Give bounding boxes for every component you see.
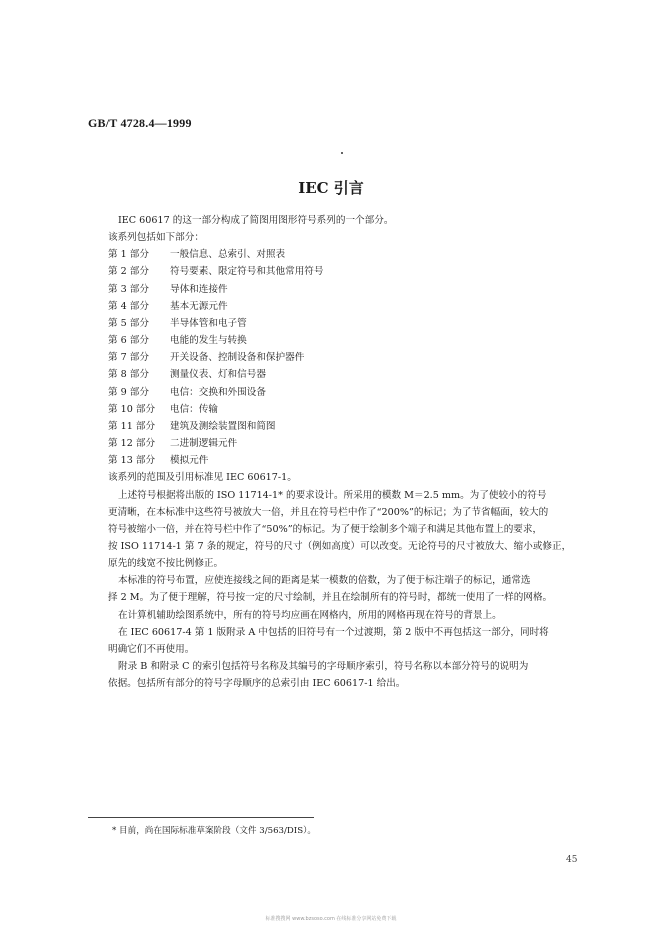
intro-line: 该系列包括如下部分： [108, 232, 204, 244]
layout-paragraph-line: 本标准的符号布置，应使连接线之间的距离是某一模数的倍数，为了便于标注端子的标记，通常选 [118, 575, 531, 587]
watermark: 标准搜搜网 www.bzsoso.com 在线标准分享网站免费下载 [265, 916, 397, 922]
iso-paragraph-line: 按 ISO 11714-1 第 7 条的规定，符号的尺寸（例如高度）可以改变。无论符号的尺寸被放大、缩小或修正， [108, 540, 572, 552]
footnote: * 目前，尚在国际标准草案阶段（文件 3/563/DIS）。 [112, 826, 316, 836]
scope-line: 该系列的范围及引用标准见 IEC 60617-1。 [108, 472, 297, 484]
iso-paragraph-line: 更清晰，在本标准中这些符号被放大一倍，并且在符号栏中作了“200%”的标记；为了节省幅面，较大的 [108, 506, 549, 518]
intro-line: IEC 60617 的这一部分构成了简图用图形符号系列的一个部分。 [118, 215, 394, 226]
footnote-divider [88, 817, 314, 818]
part-item: 第 5 部分 半导体管和电子管 [108, 317, 247, 329]
part-item: 第 1 部分 一般信息、总索引、对照表 [108, 249, 286, 261]
cad-paragraph: 在计算机辅助绘图系统中，所有的符号均应画在网格内，所用的网格再现在符号的背景上。 [118, 609, 502, 621]
transition-paragraph-line: 明确它们不再使用。 [108, 643, 195, 655]
body-text [108, 212, 598, 692]
page-title: IEC 引言 [298, 179, 364, 197]
part-item: 第 11 部分 建筑及测绘装置图和简图 [108, 420, 276, 432]
part-item: 第 3 部分 导体和连接件 [108, 283, 228, 295]
center-dot [341, 152, 343, 154]
iso-paragraph-line: 原先的线宽不按比例修正。 [108, 558, 224, 570]
page-number: 45 [566, 855, 578, 865]
document-code: GB/T 4728.4—1999 [88, 116, 192, 130]
transition-paragraph-line: 在 IEC 60617-4 第 1 版附录 A 中包括的旧符号有一个过渡期，第 2 版中不再包括这一部分，同时将 [118, 626, 549, 638]
iso-paragraph-line: 符号被缩小一倍，并在符号栏中作了“50%”的标记。为了便于绘制多个端子和满足其他布置上的要求， [108, 523, 543, 535]
part-item: 第 12 部分 二进制逻辑元件 [108, 438, 238, 450]
part-item: 第 2 部分 符号要素、限定符号和其他常用符号 [108, 266, 324, 278]
annex-paragraph-line: 附录 B 和附录 C 的索引包括符号名称及其编号的字母顺序索引，符号名称以本部分符号的说明为 [118, 661, 529, 673]
layout-paragraph-line: 择 2 M。为了便于理解，符号按一定的尺寸绘制，并且在绘制所有的符号时，都统一使用了一样的网格。 [108, 592, 553, 604]
part-item: 第 7 部分 开关设备、控制设备和保护器件 [108, 352, 305, 364]
part-item: 第 9 部分 电信：交换和外围设备 [108, 386, 266, 398]
part-item: 第 13 部分 模拟元件 [108, 455, 209, 467]
iso-paragraph-line: 上述符号根据将出版的 ISO 11714-1* 的要求设计。所采用的模数 M＝2.5 mm。为了使较小的符号 [118, 489, 547, 501]
part-item: 第 10 部分 电信：传输 [108, 403, 218, 415]
part-item: 第 4 部分 基本无源元件 [108, 300, 228, 312]
part-item: 第 6 部分 电能的发生与转换 [108, 335, 247, 347]
part-item: 第 8 部分 测量仪表、灯和信号器 [108, 369, 266, 381]
annex-paragraph-line: 依据。包括所有部分的符号字母顺序的总索引由 IEC 60617-1 给出。 [108, 678, 406, 690]
